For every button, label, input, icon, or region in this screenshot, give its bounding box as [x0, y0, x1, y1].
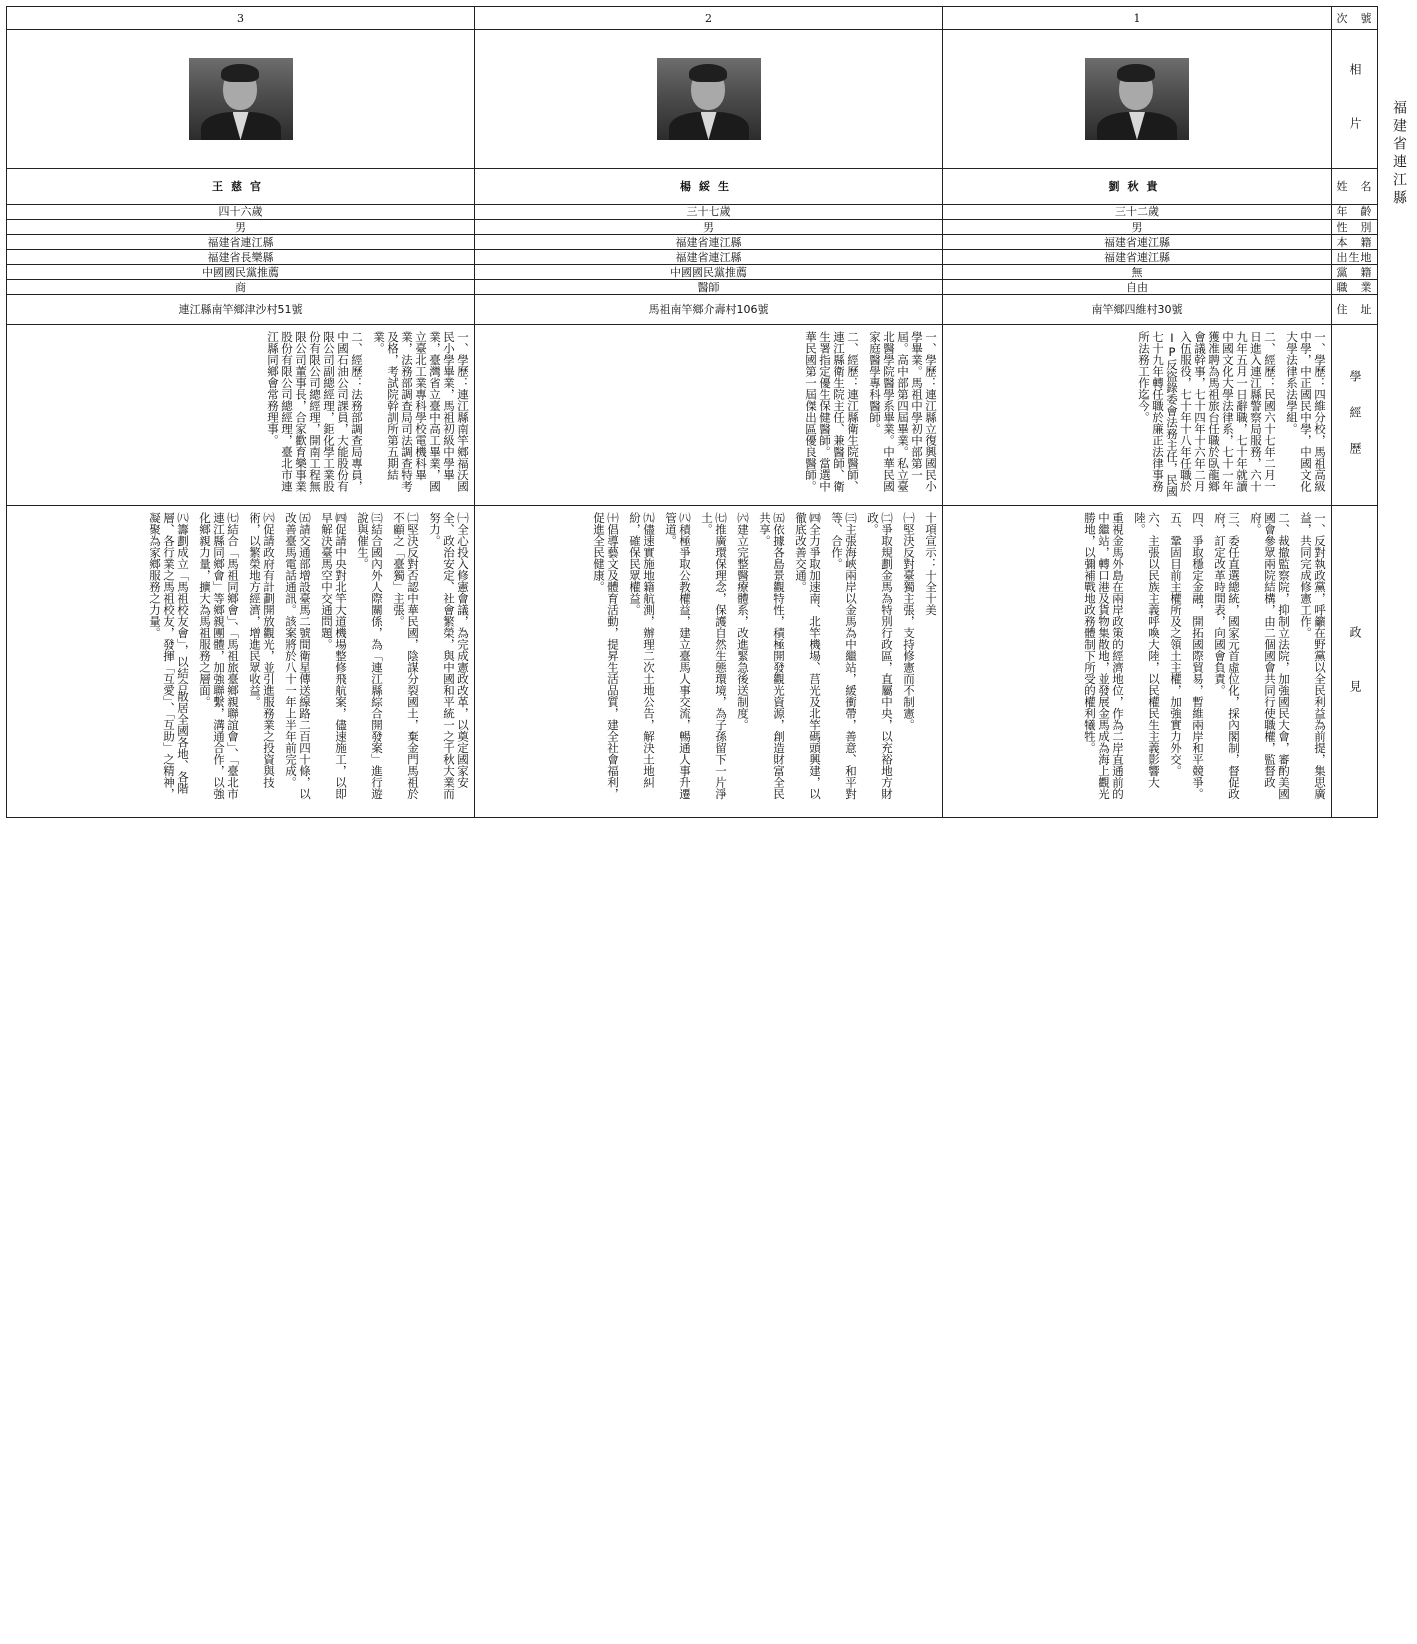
- candidate-3-platform-item: ㈤請交通部增設臺馬二號間衛星傳送線路二百四十條，以改善臺馬電話通訊。該案將於八十一年上半年前完成。: [284, 512, 312, 800]
- candidate-3-gender: 男: [7, 220, 475, 235]
- candidate-1-education: [943, 325, 1332, 506]
- candidate-1-age: 三十二歲: [943, 204, 1332, 219]
- label-photo: 相 片: [1348, 62, 1362, 135]
- candidate-2-platform-item: ㈤依據各島景觀特性，積極開發觀光資源，創造財富全民共享。: [758, 512, 786, 800]
- candidate-2-photo-cell: [475, 30, 943, 169]
- candidate-1-photo: [1085, 58, 1189, 140]
- candidate-1-platform-item: 六、主張以民族主義呼喚大陸，以民權民生主義影響大陸。: [1133, 512, 1161, 789]
- candidate-2-platform-item: ㈡爭取規劃金馬為特別行政區，直屬中央，以充裕地方財政。: [866, 512, 894, 800]
- label-photo-cell: [1332, 30, 1378, 169]
- candidate-1-party: 無: [943, 265, 1332, 280]
- label-education: 學 經 歷: [1348, 370, 1362, 461]
- candidate-2-platform-item: ㈢主張海峽兩岸以金馬為中繼站，緩衝帶，善意、和平對等、合作。: [830, 512, 858, 800]
- candidate-3-platform-item: ㈥促請政府有計劃開放觀光，並引進服務業之投資與技術，以繁榮地方經濟，增進民眾收益。: [248, 512, 276, 789]
- candidate-2-platform-item: ㈧積極爭取公教權益，建立臺馬人事交流，暢通人事升遷管道。: [664, 512, 692, 800]
- label-occupation: 職 業: [1332, 280, 1378, 295]
- candidate-2-platform-item: ㈥建立完整醫療體系，改進緊急後送制度。: [736, 512, 750, 731]
- candidate-1-birthplace: 福建省連江縣: [943, 250, 1332, 265]
- candidate-1-occupation: 自由: [943, 280, 1332, 295]
- candidate-2-education: [475, 325, 943, 506]
- candidate-3-education: [7, 325, 475, 506]
- label-seq: 次 號: [1332, 7, 1378, 30]
- candidate-3-occupation: 商: [7, 280, 475, 295]
- label-name: 姓 名: [1332, 168, 1378, 204]
- candidate-3-platform-item: ㈦結合「馬祖同鄉會」、「馬祖旅臺鄉親聯誼會」、「臺北市連江縣同鄉會」等鄉親團體，加強聯繫，溝通合作，以強化鄉親力量，擴大為馬祖服務之層面。: [198, 512, 240, 800]
- candidate-2-platform-item: ㈨儘速實施地籍航測，辦理二次土地公告，解決土地糾紛，確保民眾權益。: [628, 512, 656, 789]
- candidate-3-age: 四十六歲: [7, 204, 475, 219]
- candidate-2-birthplace: 福建省連江縣: [475, 250, 943, 265]
- candidate-3-photo: [189, 58, 293, 140]
- candidate-2-platform-item: ㈦推廣環保理念，保護自然生態環境，為子孫留下一片淨土。: [700, 512, 728, 800]
- candidate-1-platform-item: 二、裁撤監察院，抑制立法院，加強國民大會，審酌美國國會參眾兩院結構，由二個國會共同行使職權，監督政府。: [1249, 512, 1291, 800]
- candidate-3-origin: 福建省連江縣: [7, 235, 475, 250]
- candidate-2-photo: [657, 58, 761, 140]
- candidate-1-gender: 男: [943, 220, 1332, 235]
- label-gender: 性 別: [1332, 220, 1378, 235]
- candidate-3-platform-item: ㈣促請中央對北竿大道機場整修飛航案，儘速施工，以即早解決臺馬空中交通問題。: [320, 512, 348, 800]
- candidate-1-number: 1: [943, 7, 1332, 30]
- county-title: 福建省連江縣: [1391, 100, 1407, 208]
- candidate-2-party: 中國國民黨推薦: [475, 265, 943, 280]
- candidate-bulletin-table: [6, 6, 1378, 818]
- candidate-2-address: 馬祖南竿鄉介壽村106號: [475, 295, 943, 325]
- candidate-3-platform-item: ㈠全心投入修憲會議，為完成憲政改革，以奠定國家安全、政治安定、社會繁榮，與中國和平統一之千秋大業而努力。: [428, 512, 470, 800]
- candidate-1-education-item: 二、經歷：民國六十七年二月一日進入連江縣警察局服務，六十九年五月一日辭職，七十年就讀中國文化大學法律系，七十一年獲准聘為馬祖旅台任職於臥龍鄉會議幹事，七十四年十六年二月入伍服役，七十年十八年任職於IP反盜錄委會法務主任，民國七十九年轉任職於廉正法律事務所法務工作迄今。: [1137, 331, 1277, 498]
- label-platform: 政 見: [1348, 625, 1362, 698]
- candidate-1-address: 南竿鄉四維村30號: [943, 295, 1332, 325]
- candidate-2-platform-item: ㈠堅決反對臺獨主張，支持修憲而不制憲。: [902, 512, 916, 731]
- label-birthplace: 出生地: [1332, 250, 1378, 265]
- candidate-2-occupation: 醫師: [475, 280, 943, 295]
- candidate-3-education-item: 二、經歷：法務部調查局專員，中國石油公司課員，大能股份有限公司副總經理，鉅化學工業股份有限公司總經理，開南工程無限公司董事長，合家歡育樂事業股份有限公司總經理，臺北市連江縣同鄉會常務理事。: [266, 331, 364, 493]
- label-education-cell: [1332, 325, 1378, 506]
- candidate-2-gender: 男: [475, 220, 943, 235]
- candidate-1-origin: 福建省連江縣: [943, 235, 1332, 250]
- candidate-1-platform-item: 三、委任直選總統，國家元首虛位化，採內閣制，督促政府，訂定改革時間表，向國會負責。: [1213, 512, 1241, 800]
- candidate-1-platform-item: 四、爭取穩定金融，開拓國際貿易，暫維兩岸和平競爭。: [1191, 512, 1205, 800]
- candidate-2-age: 三十七歲: [475, 204, 943, 219]
- candidate-3-platform: [7, 506, 475, 818]
- candidate-3-platform-item: ㈡堅決反對否認中華民國，陰謀分裂國土，棄金門馬祖於不顧之「臺獨」主張。: [392, 512, 420, 800]
- candidate-3-platform-item: ㈧籌劃成立「馬祖校友會」，以結合散居全國各地、各階層、各行業之馬祖校友，發揮「互愛」、「互助」之精神，凝聚為家鄉服務之力量。: [148, 512, 190, 800]
- candidate-1-education-item: 一、學歷：四維分校，馬祖高級中學，中正國民中學，中國文化大學法律系法學組。: [1285, 331, 1327, 493]
- candidate-3-name: 王慈官: [7, 168, 475, 204]
- candidate-3-address: 連江縣南竿鄉津沙村51號: [7, 295, 475, 325]
- candidate-3-birthplace: 福建省長樂縣: [7, 250, 475, 265]
- candidate-1-platform: [943, 506, 1332, 818]
- candidate-3-number: 3: [7, 7, 475, 30]
- candidate-1-platform-item: 一、反對執政黨，呼籲在野黨以全民利益為前提，集思廣益，共同完成修憲工作。: [1299, 512, 1327, 800]
- candidate-2-origin: 福建省連江縣: [475, 235, 943, 250]
- candidate-1-platform-item: 五、鞏固目前主權所及之領土主權，加強實力外交。: [1169, 512, 1183, 777]
- candidate-2-platform-item: 十項宣示：十全十美: [924, 512, 938, 616]
- candidate-2-number: 2: [475, 7, 943, 30]
- candidate-3-photo-cell: [7, 30, 475, 169]
- candidate-3-education-item: 一、學歷：連江縣南竿鄉福沃國民小學畢業，馬祖初級中學畢業，臺灣省立臺中高工畢業，國立臺北工業專科學校電機科畢業，法務部調查局司法調查特考及格，考試院幹訓所第五期結業。: [372, 331, 470, 493]
- candidate-2-platform: [475, 506, 943, 818]
- label-party: 黨 籍: [1332, 265, 1378, 280]
- candidate-1-platform-item: 重視金馬外島在兩岸政策的經濟地位，作為二岸直通前的中繼站，轉口港及貨物集散地，並發展金馬成為海上觀光勝地，以彌補戰地政務體制下所受的權利犧牲。: [1083, 512, 1125, 800]
- candidate-2-education-item: 二、經歷：連江縣衛生院醫師、連江縣衛生院主任、兼醫師、衛生署指定優生保健醫師。當選中華民國第一屆傑出區優良醫師。: [804, 331, 860, 493]
- candidate-1-name: 劉秋貴: [943, 168, 1332, 204]
- candidate-3-party: 中國國民黨推薦: [7, 265, 475, 280]
- candidate-3-platform-item: ㈢結合國內外人際關係，為「連江縣綜合開發案」進行遊說與催生。: [356, 512, 384, 800]
- label-origin: 本 籍: [1332, 235, 1378, 250]
- candidate-2-education-item: 一、學歷：連江縣立復興國民小學畢業。馬祖中學初中部第一屆。高中部第四屆畢業。私立臺北醫學院醫學系畢業。中華民國家庭醫學專科醫師。: [868, 331, 938, 493]
- candidate-2-name: 楊綏生: [475, 168, 943, 204]
- candidate-2-platform-item: ㈣全力爭取加速南、北竿機場、莒光及北竿碼頭興建，以徹底改善交通。: [794, 512, 822, 800]
- label-age: 年 齡: [1332, 204, 1378, 219]
- candidate-2-platform-item: ㈩倡導藝文及體育活動，提昇生活品質，建全社會福利，促進全民健康。: [592, 512, 620, 800]
- label-platform-cell: [1332, 506, 1378, 818]
- label-address: 住 址: [1332, 295, 1378, 325]
- candidate-1-photo-cell: [943, 30, 1332, 169]
